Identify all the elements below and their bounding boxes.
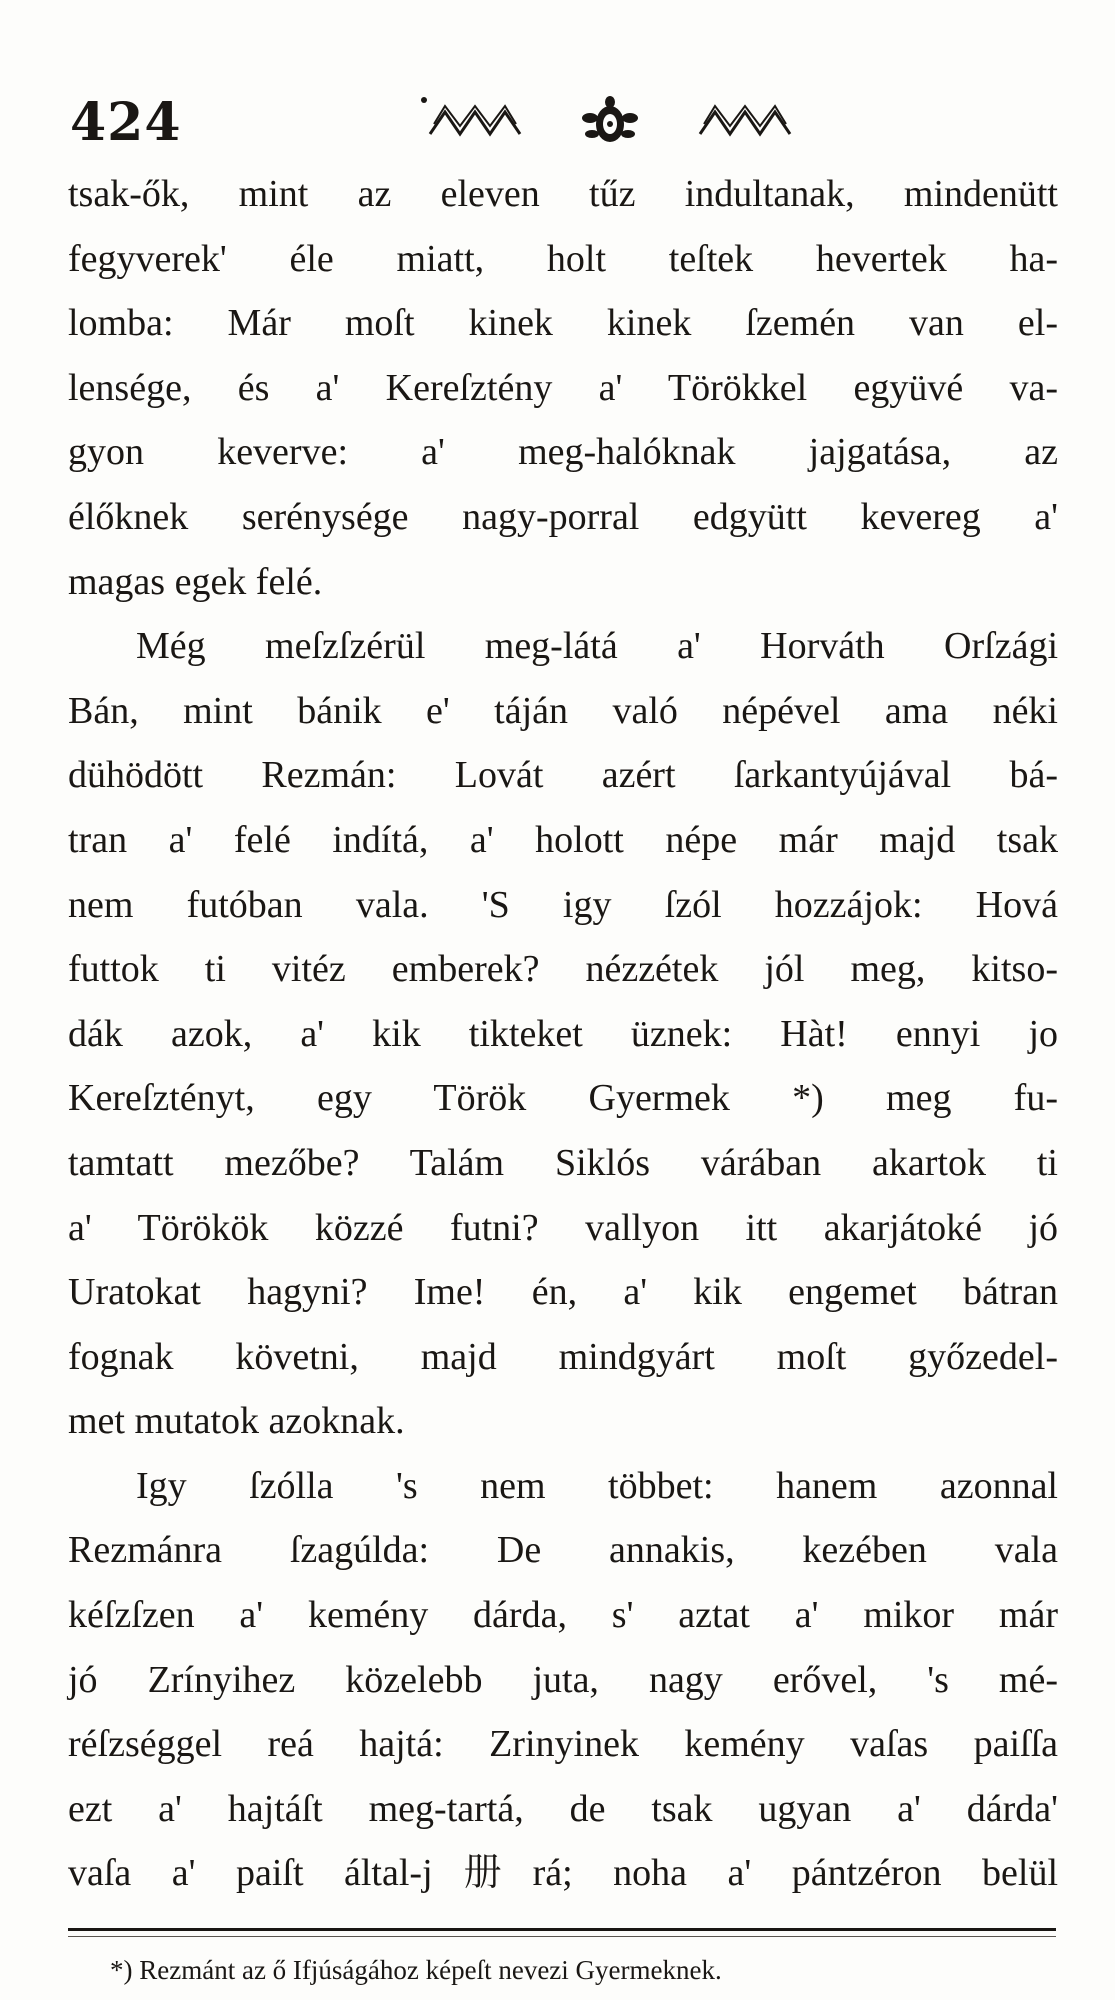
text-line: tsak-ők, mint az eleven tűz indultanak, mindenütt — [68, 173, 1058, 215]
text-line: lomba: Már moſt kinek kinek ſzemén van el- — [68, 302, 1058, 345]
text-line: ezt a' hajtáſt meg-tartá, de tsak ugyan a' dárda' — [68, 1787, 1058, 1830]
text-line: kéſzſzen a' kemény dárda, s' aztat a' mikor már — [68, 1594, 1058, 1637]
text-line: Igy ſzólla 's nem többet: hanem azonnal — [136, 1464, 1058, 1507]
footnote-divider — [68, 1928, 1056, 1931]
text-line: dák azok, a' kik tikteket üznek: Hàt! ennyi jo — [68, 1012, 1058, 1055]
text-line: fegyverek' éle miatt, holt teſtek hevertek ha- — [68, 237, 1058, 280]
text-line: tamtatt mezőbe? Talám Siklós várában akartok ti — [68, 1141, 1058, 1184]
text-line: Rezmánra ſzagúlda: De annakis, kezében vala — [68, 1529, 1058, 1572]
text-line: vaſa a' paiſt által-j册rá; noha a' pántzéron belül — [68, 1852, 1058, 1895]
text-line: tran a' felé indítá, a' holott népe már majd tsak — [68, 818, 1058, 861]
text-line: futtok ti vitéz emberek? nézzétek jól meg, kitso- — [68, 948, 1058, 991]
text-line: met mutatok azoknak. — [68, 1400, 405, 1443]
text-line: a' Törökök közzé futni? vallyon itt akarjátoké jó — [68, 1206, 1058, 1249]
text-line: magas egek felé. — [68, 560, 323, 603]
page-header — [70, 92, 1060, 152]
text-line: réſzséggel reá hajtá: Zrinyinek kemény vaſas paiſſa — [68, 1723, 1058, 1766]
text-line: Kereſztényt, egy Török Gyermek *) meg fu- — [68, 1077, 1058, 1120]
text-line: lensége, és a' Kereſztény a' Törökkel együvé va- — [68, 366, 1058, 409]
text-line: Bán, mint bánik e' táján való népével ama néki — [68, 689, 1058, 732]
footnote-divider-thin — [68, 1936, 1056, 1937]
text-line: jó Zrínyihez közelebb juta, nagy erővel, 's mé- — [68, 1658, 1058, 1701]
text-line: dühödött Rezmán: Lovát azért ſarkantyújával bá- — [68, 754, 1058, 797]
text-line: élőknek serénysége nagy-porral edgyütt kevereg a' — [68, 495, 1058, 538]
fleuron-ornament-icon — [420, 94, 800, 150]
text-line: Még meſzſzérül meg-látá a' Horváth Orſzági — [136, 625, 1058, 668]
body-text — [68, 162, 1058, 1906]
text-line: gyon keverve: a' meg-halóknak jajgatása, az — [68, 431, 1058, 474]
page-number: 424 — [70, 92, 182, 153]
text-line: nem futóban vala. 'S igy ſzól hozzájok: Hová — [68, 883, 1058, 926]
text-line: fognak követni, majd mindgyárt moſt győzedel- — [68, 1335, 1058, 1378]
text-line: Uratokat hagyni? Ime! én, a' kik engemet bátran — [68, 1271, 1058, 1314]
footnote: *) Rezmánt az ő Ifjúságához képeſt nevezi Gyermeknek. — [110, 1955, 722, 1985]
